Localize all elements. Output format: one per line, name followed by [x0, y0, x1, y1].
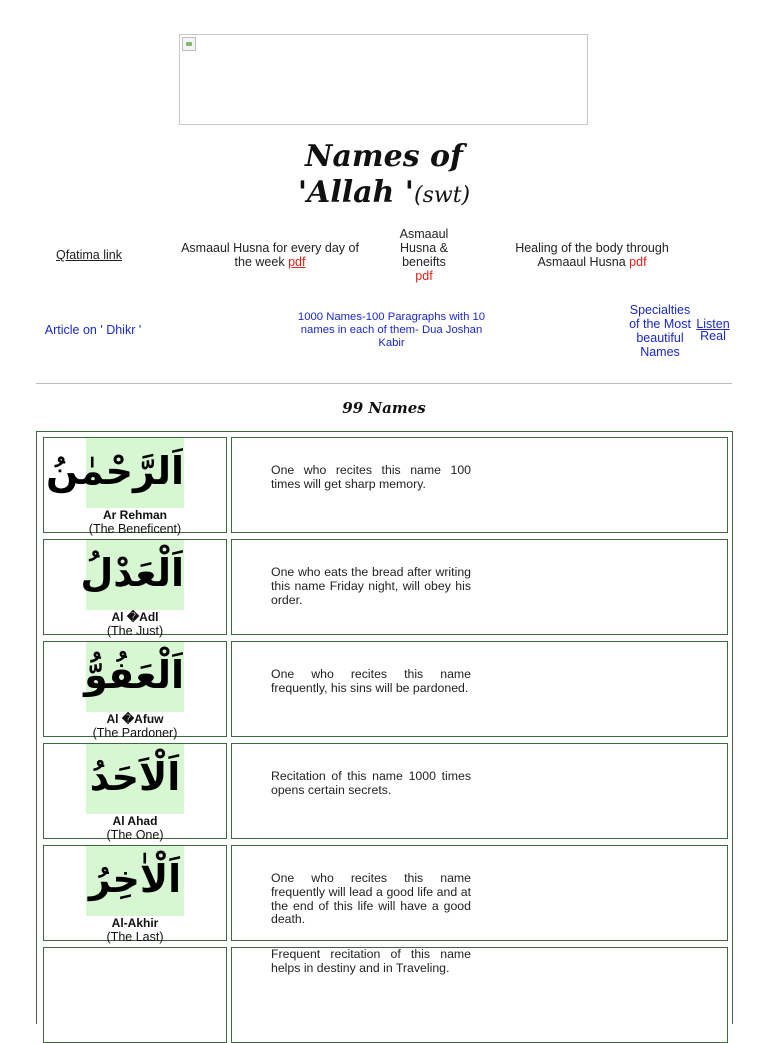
- qfatima-link[interactable]: Qfatima link: [56, 248, 122, 262]
- section-title: 99 Names: [342, 399, 426, 417]
- meaning: (The Pardoner): [92, 726, 178, 740]
- transliteration: Al Ahad: [112, 814, 158, 828]
- healing-pdf-link[interactable]: pdf: [629, 255, 647, 269]
- arabic-name: اَلرَّحْمٰنُ: [46, 449, 184, 493]
- transliteration: Al �Afuw: [106, 712, 164, 726]
- benefits-link-text[interactable]: Asmaaul Husna & beneifts: [399, 227, 449, 269]
- transliteration: Al-Akhir: [111, 916, 159, 930]
- page-title: Names of: [305, 139, 463, 174]
- name-cell: [43, 437, 227, 536]
- page-title-line2: [0, 175, 768, 214]
- listen-link[interactable]: Listen: [696, 317, 730, 331]
- title-allah: 'Allah ': [297, 175, 414, 210]
- description-text: One who recites this name frequently, his sins will be pardoned.: [271, 667, 471, 695]
- title-swt: (swt): [414, 183, 471, 208]
- arabic-name: اَلْاٰخِرُ: [88, 857, 182, 901]
- joshan-kabir-link[interactable]: 1000 Names-100 Paragraphs with 10 names in each of them- Dua Joshan Kabir: [297, 311, 486, 349]
- everyday-pdf-link[interactable]: pdf: [288, 255, 306, 269]
- healing-link-text[interactable]: Healing of the body through Asmaaul Husna: [515, 241, 669, 269]
- transliteration: Al �Adl: [111, 610, 159, 624]
- article-dhikr-link[interactable]: Article on ' Dhikr ': [44, 323, 142, 337]
- healing-cell: [508, 241, 676, 269]
- transliteration: Ar Rehman: [102, 508, 167, 522]
- meaning: (The Just): [106, 624, 164, 638]
- real-link[interactable]: Real: [700, 329, 726, 343]
- divider: [36, 383, 732, 384]
- description-cell: [231, 437, 728, 533]
- everyday-cell: [175, 241, 365, 269]
- arabic-name: اَلْعَدْلُ: [80, 551, 184, 595]
- benefits-cell: [388, 227, 460, 283]
- name-cell: [43, 539, 227, 638]
- specialties-link[interactable]: Specialties of the Most beautiful Names: [629, 303, 691, 359]
- description-text: One who eats the bread after writing this name Friday night, will obey his order.: [271, 565, 471, 607]
- name-cell: [43, 947, 227, 1043]
- broken-image-icon: [182, 37, 196, 51]
- benefits-pdf-link[interactable]: pdf: [415, 269, 433, 283]
- description-cell: [231, 743, 728, 839]
- name-cell: [43, 641, 227, 740]
- calligraphy-image: [46, 438, 184, 508]
- calligraphy-image: [86, 642, 184, 712]
- meaning: (The Beneficent): [88, 522, 182, 536]
- description-cell: [231, 845, 728, 941]
- description-text: One who recites this name 100 times will get sharp memory.: [271, 463, 471, 491]
- meaning: (The One): [106, 828, 164, 842]
- name-cell: [43, 845, 227, 944]
- description-cell: [231, 539, 728, 635]
- names-table: [36, 431, 733, 1024]
- meaning: (The Last): [106, 930, 164, 944]
- arabic-name: اَلْاَحَدُ: [89, 755, 181, 799]
- description-cell: [231, 641, 728, 737]
- banner-image: [179, 34, 588, 125]
- name-cell: [43, 743, 227, 842]
- everyday-link-text[interactable]: Asmaaul Husna for every day of the week: [181, 241, 359, 269]
- description-cell: [231, 947, 728, 1043]
- description-text: Recitation of this name 1000 times opens certain secrets.: [271, 769, 471, 797]
- calligraphy-image: [86, 846, 184, 916]
- calligraphy-image: [86, 744, 184, 814]
- description-text: Frequent recitation of this name helps in destiny and in Traveling.: [271, 947, 471, 975]
- arabic-name: اَلْعَفُوُّ: [84, 653, 184, 697]
- description-text: One who recites this name frequently will lead a good life and at the end of this life will have a good death.: [271, 871, 471, 927]
- calligraphy-image: [80, 540, 184, 610]
